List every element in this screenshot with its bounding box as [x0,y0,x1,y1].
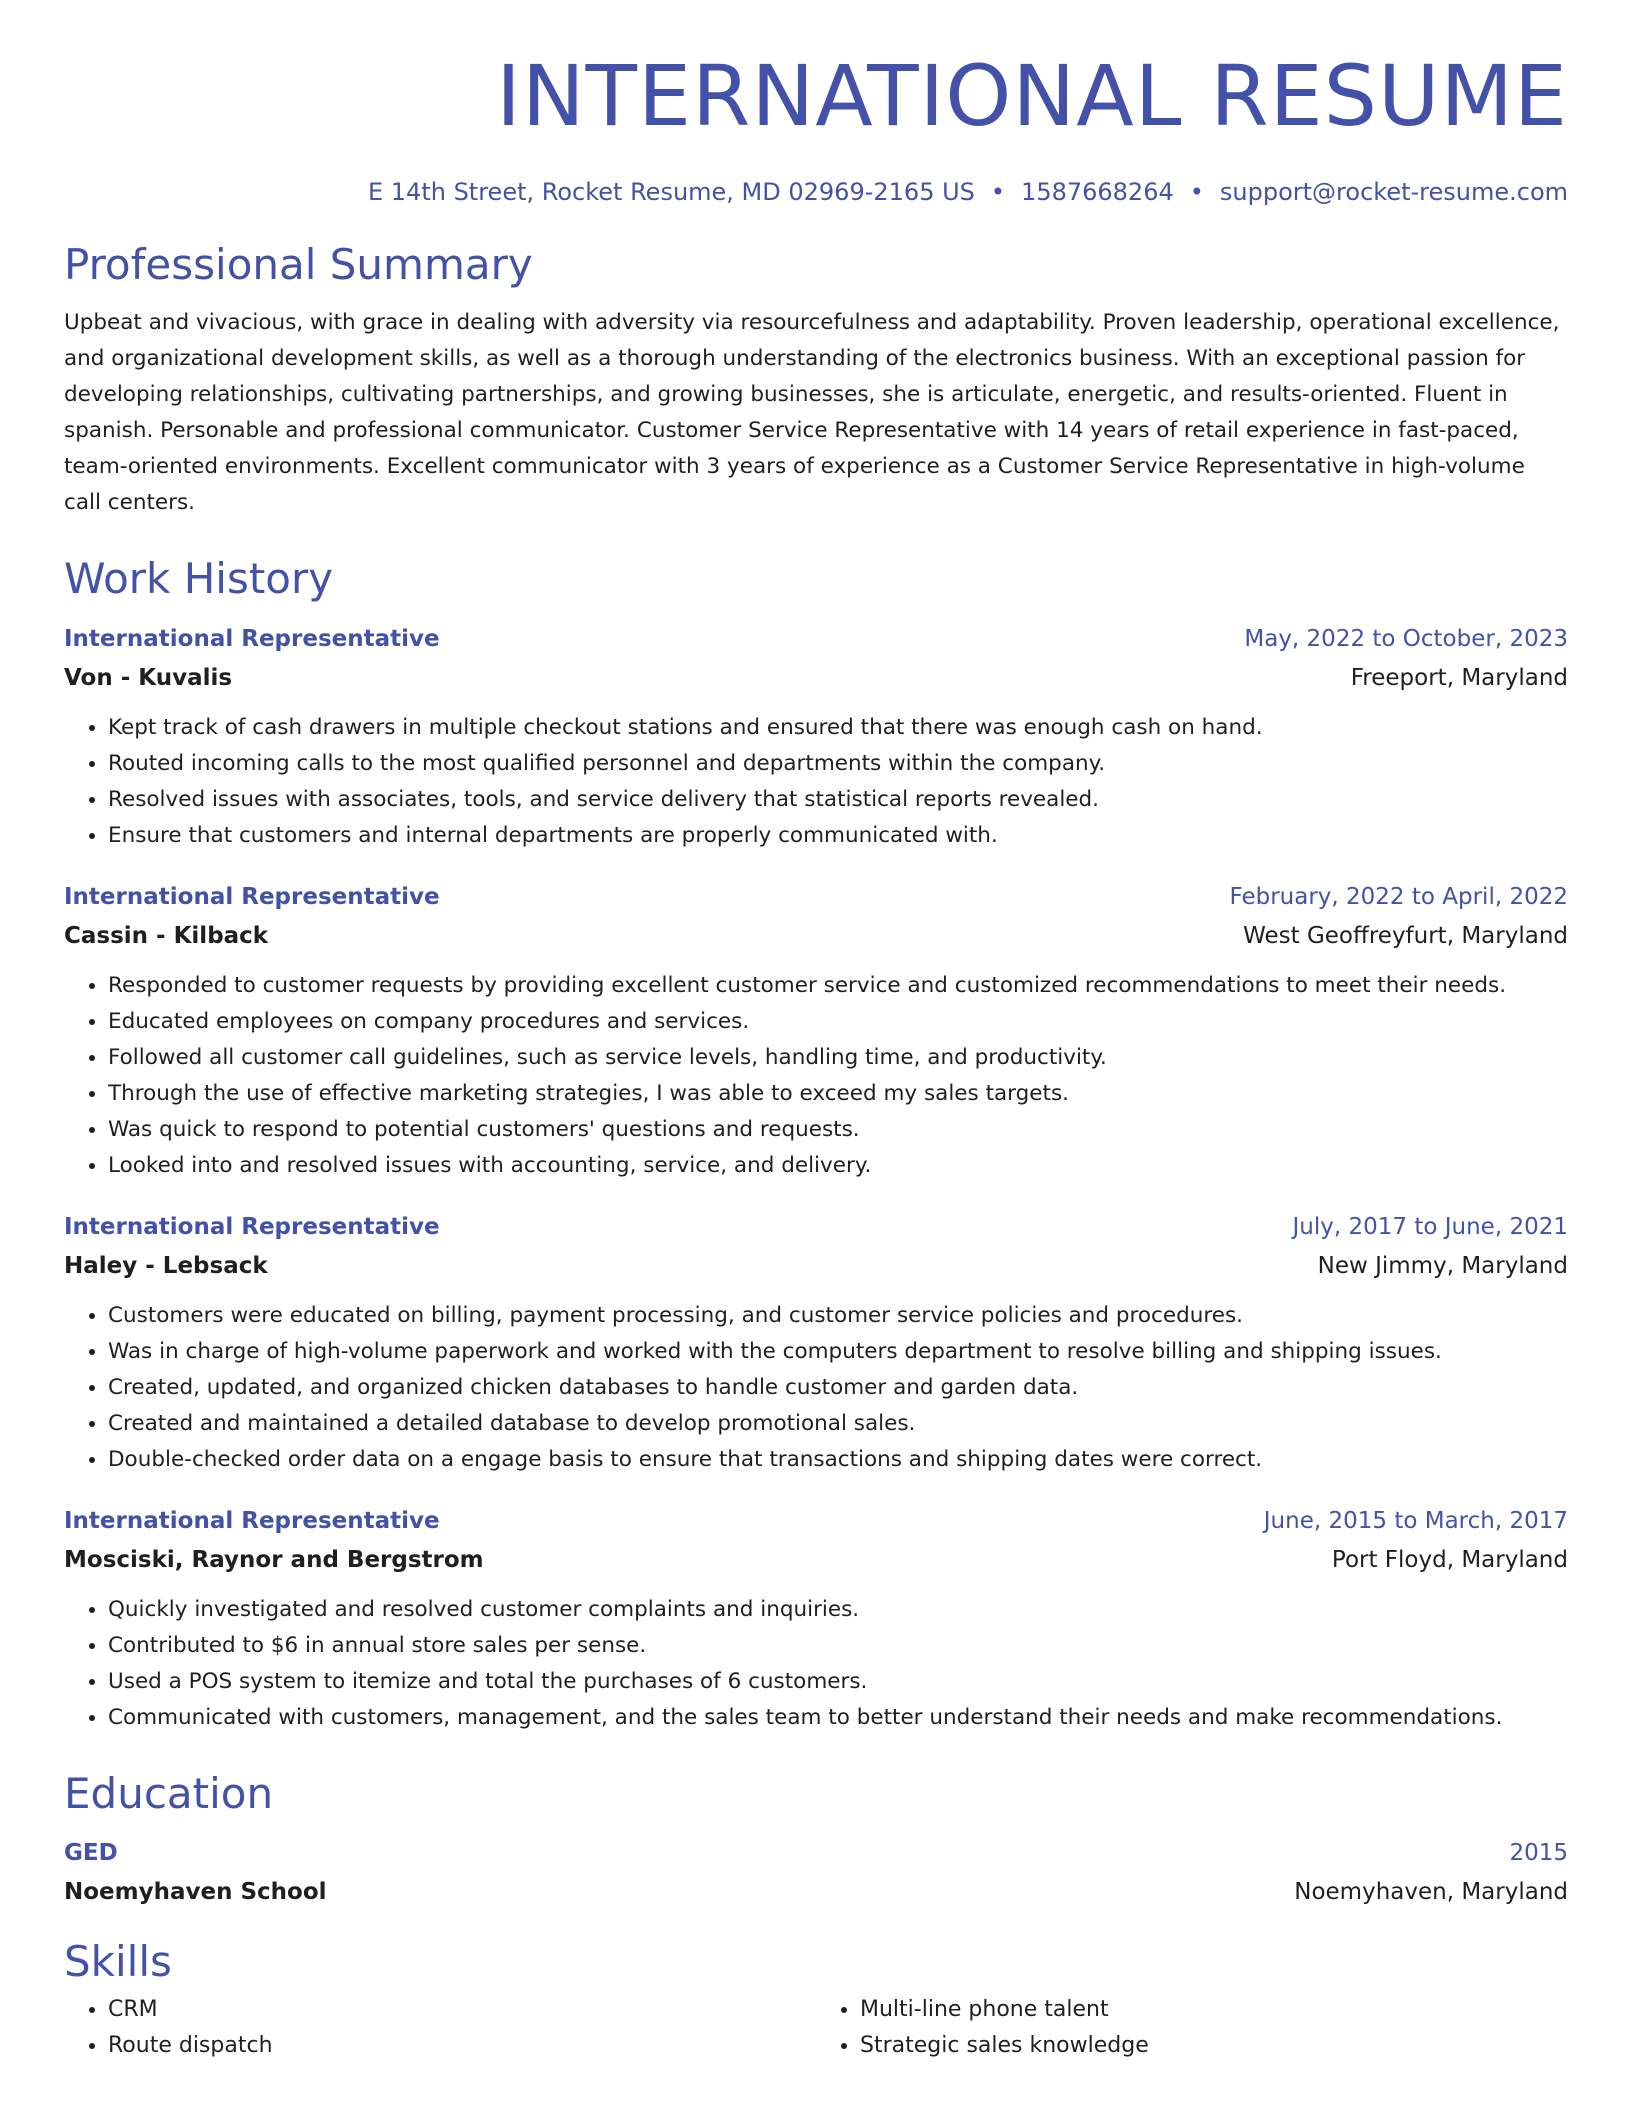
resume-header [64,47,1568,207]
education-row [64,1834,1568,1872]
job-location: Port Floyd, Maryland [1331,1546,1568,1573]
job-entry [64,620,1568,854]
skills-column-right [816,1992,1568,2064]
education-school: Noemyhaven School [64,1878,327,1905]
section-heading: Work History [64,554,334,604]
job-bullet: • Quickly investigated and resolved customer complaints and inquiries. [108,1592,1568,1628]
job-company-row [64,658,1568,698]
job-title: International Representative [64,883,440,910]
contact-email: support@rocket-resume.com [1219,178,1568,207]
job-bullet: • Responded to customer requests by providing excellent customer service and customized recommendations to meet their needs. [108,968,1568,1004]
skills-list-left [64,1992,816,2064]
skill-item: • Multi-line phone talent [860,1992,1568,2028]
job-bullet-list [64,1592,1568,1736]
job-title-row [64,1208,1568,1246]
job-title: International Representative [64,1507,440,1534]
skill-item: • Strategic sales knowledge [860,2028,1568,2064]
skills-column-left [64,1992,816,2064]
job-title: International Representative [64,1213,440,1240]
job-bullet: • Educated employees on company procedures and services. [108,1004,1568,1040]
job-title-row [64,1502,1568,1540]
job-bullet: • Routed incoming calls to the most qualified personnel and departments within the company. [108,746,1568,782]
contact-separator: • [1189,178,1204,207]
job-bullet: • Looked into and resolved issues with accounting, service, and delivery. [108,1148,1568,1184]
skill-item: • Route dispatch [108,2028,816,2064]
job-location: New Jimmy, Maryland [1317,1252,1568,1279]
skills-columns [64,1992,1568,2064]
job-company: Von - Kuvalis [64,664,233,691]
job-dates: February, 2022 to April, 2022 [1229,883,1568,910]
job-dates: May, 2022 to October, 2023 [1244,625,1568,652]
job-bullet-list [64,968,1568,1184]
section-heading: Skills [64,1936,172,1986]
skill-item: • CRM [108,1992,816,2028]
education-location: Noemyhaven, Maryland [1294,1878,1568,1905]
contact-separator: • [990,178,1006,207]
job-bullet: • Ensure that customers and internal departments are properly communicated with. [108,818,1568,854]
job-bullet: • Created and maintained a detailed database to develop promotional sales. [108,1406,1568,1442]
job-entry [64,878,1568,1184]
job-list [64,620,1568,1736]
job-entry [64,1208,1568,1478]
job-bullet: • Was quick to respond to potential customers' questions and requests. [108,1112,1568,1148]
job-bullet: • Created, updated, and organized chicken databases to handle customer and garden data. [108,1370,1568,1406]
education-degree: GED [64,1839,118,1866]
contact-address: E 14th Street, Rocket Resume, MD 02969-2165 US [367,178,975,207]
contact-line [64,178,1568,207]
job-dates: July, 2017 to June, 2021 [1292,1213,1568,1240]
job-bullet-list [64,710,1568,854]
job-title-row [64,878,1568,916]
job-entry [64,1502,1568,1736]
job-bullet-list [64,1298,1568,1478]
job-bullet: • Kept track of cash drawers in multiple checkout stations and ensured that there was enough cash on hand. [108,710,1568,746]
skills-section [64,1938,1568,2064]
education-school-row [64,1872,1568,1912]
job-bullet: • Followed all customer call guidelines, such as service levels, handling time, and productivity. [108,1040,1568,1076]
section-heading: Professional Summary [64,239,533,289]
job-bullet: • Contributed to $6 in annual store sales per sense. [108,1628,1568,1664]
job-location: West Geoffreyfurt, Maryland [1243,922,1568,949]
job-company-row [64,1540,1568,1580]
professional-summary-section [64,241,1568,521]
skills-list-right [816,1992,1568,2064]
education-section [64,1770,1568,1912]
job-company-row [64,1246,1568,1286]
section-heading: Education [64,1768,274,1818]
job-bullet: • Communicated with customers, management, and the sales team to better understand their needs and make recommendations. [108,1700,1568,1736]
job-bullet: • Customers were educated on billing, payment processing, and customer service policies and procedures. [108,1298,1568,1334]
job-dates: June, 2015 to March, 2017 [1263,1507,1568,1534]
job-bullet: • Was in charge of high-volume paperwork and worked with the computers department to resolve billing and shipping issues. [108,1334,1568,1370]
summary-text: Upbeat and vivacious, with grace in dealing with adversity via resourcefulness and adaptability. Proven leadership, operational excellence, and organizational development skills, as well as a thorough understanding of the electronics business. With an exceptional passion for developing relationships, cultivating partnerships, and growing businesses, she is articulate, energetic, and results-oriented. Fluent in spanish. Personable and professional communicator. Customer Service Representative with 14 years of retail experience in fast-paced, team-oriented environments. Excellent communicator with 3 years of experience as a Customer Service Representative in high-volume call centers. [64,310,1560,516]
education-year: 2015 [1509,1839,1568,1866]
job-bullet: • Resolved issues with associates, tools, and service delivery that statistical reports revealed. [108,782,1568,818]
contact-phone: 1587668264 [1021,178,1174,207]
job-company-row [64,916,1568,956]
job-bullet: • Double-checked order data on a engage basis to ensure that transactions and shipping dates were correct. [108,1442,1568,1478]
job-bullet: • Through the use of effective marketing strategies, I was able to exceed my sales targets. [108,1076,1568,1112]
job-location: Freeport, Maryland [1350,664,1568,691]
job-title-row [64,620,1568,658]
job-title: International Representative [64,625,440,652]
job-company: Mosciski, Raynor and Bergstrom [64,1546,484,1573]
work-history-section [64,555,1568,1735]
job-company: Cassin - Kilback [64,922,269,949]
job-bullet: • Used a POS system to itemize and total the purchases of 6 customers. [108,1664,1568,1700]
resume-name: INTERNATIONAL RESUME [496,47,1568,145]
job-company: Haley - Lebsack [64,1252,268,1279]
